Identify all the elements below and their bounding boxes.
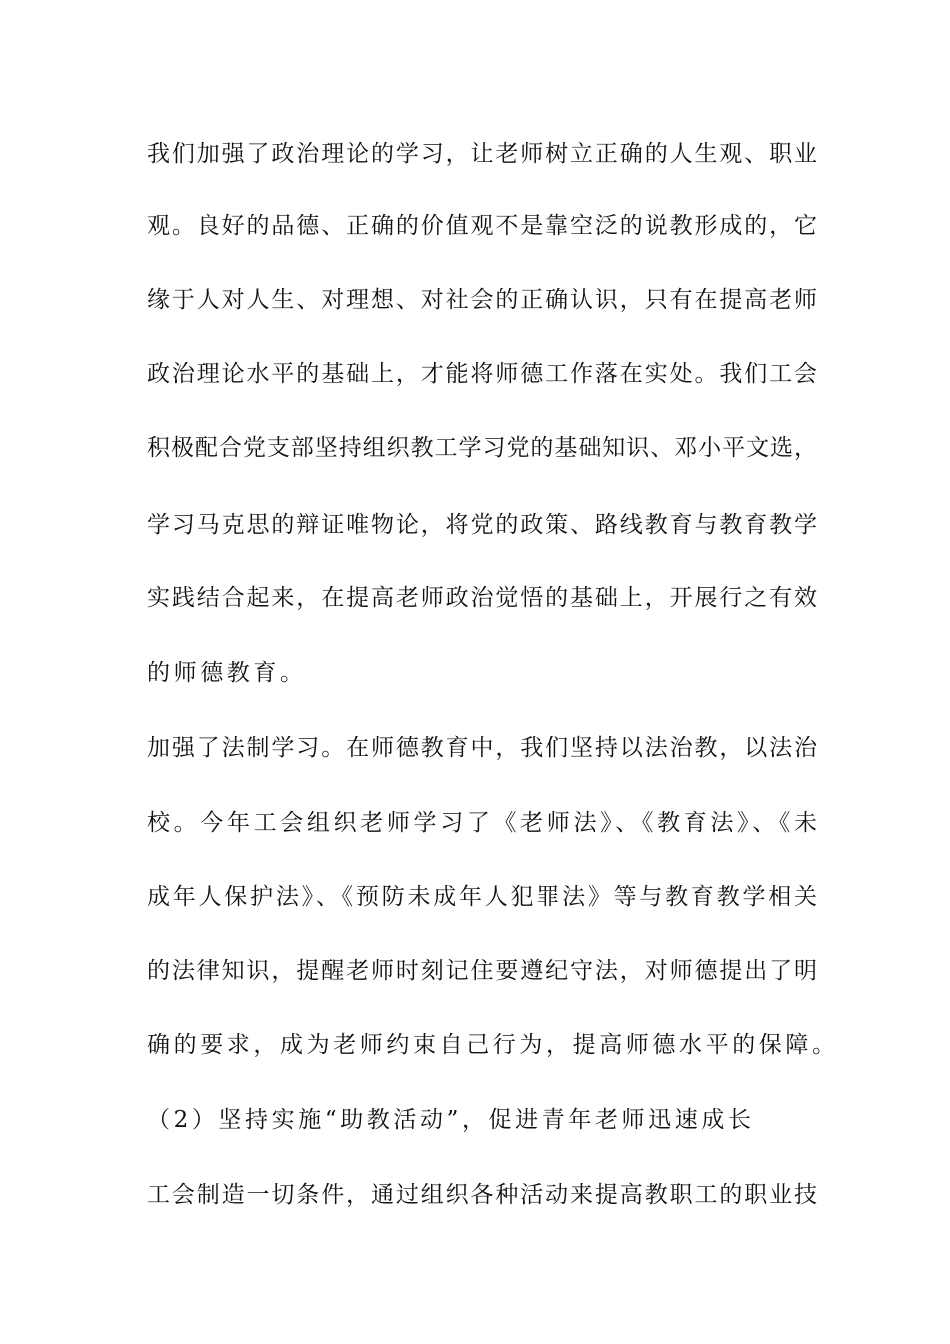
- section-heading: （2）坚持实施“助教活动”，促进青年老师迅速成长: [147, 1107, 755, 1133]
- paragraph-line-9: 加强了法制学习。在师德教育中，我们坚持以法治教，以法治: [147, 735, 817, 761]
- paragraph-line-12: 的法律知识，提醒老师时刻记住要遵纪守法，对师德提出了明: [147, 958, 817, 984]
- paragraph-line-5: 积极配合党支部坚持组织教工学习党的基础知识、邓小平文选，: [147, 435, 817, 461]
- paragraph-line-15: 工会制造一切条件，通过组织各种活动来提高教职工的职业技: [147, 1182, 817, 1208]
- paragraph-line-7: 实践结合起来，在提高老师政治觉悟的基础上，开展行之有效: [147, 585, 817, 611]
- paragraph-line-11: 成年人保护法》、《预防未成年人犯罪法》等与教育教学相关: [147, 884, 817, 910]
- paragraph-line-8: 的师德教育。: [147, 660, 307, 686]
- paragraph-line-2: 观。良好的品德、正确的价值观不是靠空泛的说教形成的，它: [147, 213, 817, 239]
- paragraph-line-4: 政治理论水平的基础上，才能将师德工作落在实处。我们工会: [147, 361, 817, 387]
- paragraph-line-13: 确的要求，成为老师约束自己行为，提高师德水平的保障。: [147, 1032, 839, 1058]
- paragraph-line-10: 校。今年工会组织老师学习了《老师法》、《教育法》、《未: [147, 810, 817, 836]
- paragraph-line-1: 我们加强了政治理论的学习，让老师树立正确的人生观、职业: [147, 141, 817, 167]
- paragraph-line-3: 缘于人对人生、对理想、对社会的正确认识，只有在提高老师: [147, 287, 817, 313]
- paragraph-line-6: 学习马克思的辩证唯物论，将党的政策、路线教育与教育教学: [147, 512, 817, 538]
